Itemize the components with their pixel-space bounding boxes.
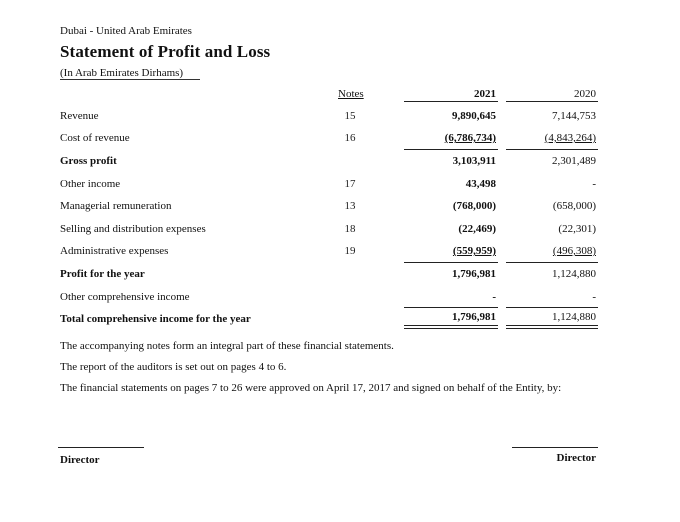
row-note-managerial-remuneration: 13 [344,200,356,212]
profit-rule-2020 [506,262,598,263]
currency-underline [60,79,200,80]
row-value-2021-other-comprehensive-income: - [492,291,496,303]
subtotal-rule-2021 [404,149,498,150]
total-rule-2020 [506,307,598,308]
row-label-profit-for-year: Profit for the year [60,268,145,280]
profit-rule-2021 [404,262,498,263]
row-value-2021-managerial-remuneration: (768,000) [452,200,496,212]
column-header-2021: 2021 [474,88,496,100]
row-value-2020-other-comprehensive-income: - [592,291,596,303]
row-note-selling-distribution: 18 [344,223,356,235]
row-value-2020-profit-for-year: 1,124,880 [552,268,596,280]
total-rule-2021 [404,307,498,308]
row-label-gross-profit: Gross profit [60,155,117,167]
signature-line-right [512,447,598,448]
row-value-2020-total-comprehensive-income: 1,124,880 [552,311,596,323]
row-label-administrative-expenses: Administrative expenses [60,245,169,257]
row-note-revenue: 15 [344,110,356,122]
row-label-selling-distribution: Selling and distribution expenses [60,223,206,235]
row-value-2021-selling-distribution: (22,469) [458,223,496,235]
row-value-2021-revenue: 9,890,645 [452,110,496,122]
row-label-revenue: Revenue [60,110,99,122]
footnote-integral-part: The accompanying notes form an integral part of these financial statements. [60,340,394,352]
footnote-approval: The financial statements on pages 7 to 26 were approved on April 17, 2017 and signed on behalf of the Entity, by: [60,382,562,394]
row-label-cost-of-revenue: Cost of revenue [60,132,130,144]
row-value-2021-other-income: 43,498 [465,178,496,190]
total-double-rule-2021 [404,325,498,329]
row-value-2020-managerial-remuneration: (658,000) [552,200,596,212]
total-double-rule-2020 [506,325,598,329]
company-location: Dubai - United Arab Emirates [60,25,192,37]
row-label-other-comprehensive-income: Other comprehensive income [60,291,190,303]
footnote-auditors-report: The report of the auditors is set out on pages 4 to 6. [60,361,287,373]
row-label-managerial-remuneration: Managerial remuneration [60,200,172,212]
row-note-administrative-expenses: 19 [344,245,356,257]
row-value-2021-gross-profit: 3,103,911 [452,155,496,167]
header-rule-2021 [404,101,498,102]
row-value-2020-revenue: 7,144,753 [552,110,596,122]
row-label-total-comprehensive-income: Total comprehensive income for the year [60,313,251,325]
signatory-left: Director [60,454,100,466]
page-title: Statement of Profit and Loss [60,42,271,61]
row-value-2020-gross-profit: 2,301,489 [552,155,596,167]
row-value-2021-administrative-expenses: (559,959) [452,245,496,257]
row-value-2021-profit-for-year: 1,796,981 [452,268,496,280]
signature-line-left [58,447,144,448]
column-header-2020: 2020 [574,88,596,100]
row-value-2020-cost-of-revenue: (4,843,264) [544,132,596,144]
header-rule-2020 [506,101,598,102]
row-value-2020-administrative-expenses: (496,308) [552,245,596,257]
row-label-other-income: Other income [60,178,121,190]
signatory-right: Director [556,452,596,464]
currency-note: (In Arab Emirates Dirhams) [60,67,184,79]
row-note-other-income: 17 [344,178,356,190]
row-note-cost-of-revenue: 16 [344,132,356,144]
row-value-2020-other-income: - [592,178,596,190]
row-value-2021-total-comprehensive-income: 1,796,981 [452,311,496,323]
row-value-2020-selling-distribution: (22,301) [558,223,596,235]
column-header-notes: Notes [338,88,364,100]
row-value-2021-cost-of-revenue: (6,786,734) [444,132,496,144]
subtotal-rule-2020 [506,149,598,150]
